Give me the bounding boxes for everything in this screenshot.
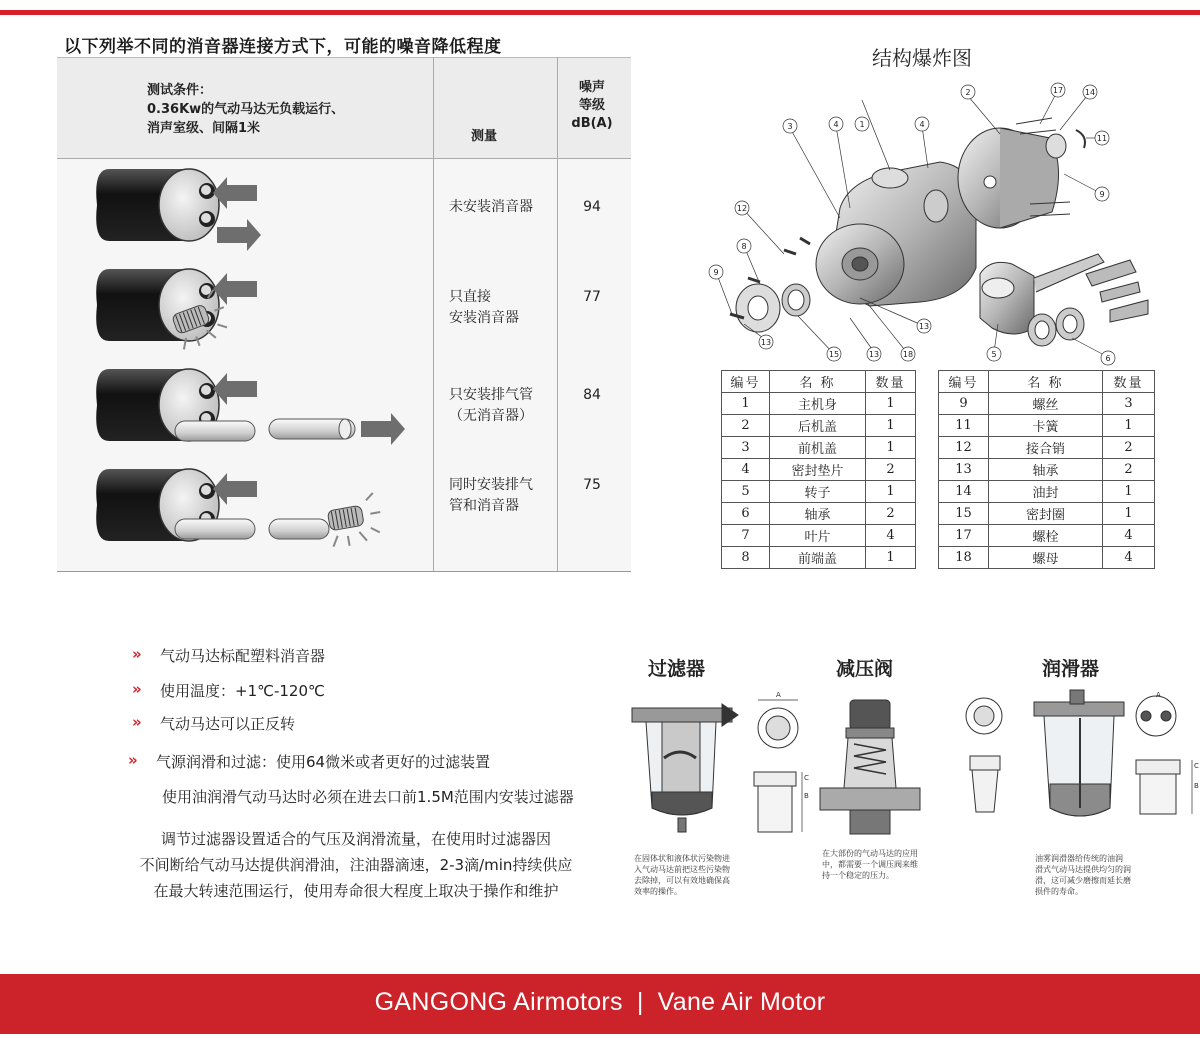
row-label-exhaust-pipe: 只安装排气管 （无消音器） <box>449 387 533 424</box>
table-row: 17 螺栓 4 <box>939 525 1155 547</box>
table-row: 13 轴承 2 <box>939 459 1155 481</box>
svg-text:18: 18 <box>902 350 914 359</box>
noise-table <box>57 57 631 572</box>
table-row: 6 轴承 2 <box>722 503 916 525</box>
callout-13c <box>759 335 773 349</box>
callout-1 <box>855 117 869 131</box>
svg-text:C: C <box>804 774 809 782</box>
table-row: 15 密封圈 1 <box>939 503 1155 525</box>
table-row: 12 接合销 2 <box>939 437 1155 459</box>
footer-text <box>0 988 1200 1017</box>
svg-text:A: A <box>776 691 781 699</box>
footer-separator: | <box>636 988 644 1016</box>
svg-text:12: 12 <box>736 204 748 213</box>
callout-14 <box>1083 85 1097 99</box>
svg-text:4: 4 <box>833 120 839 129</box>
svg-text:A: A <box>1156 691 1161 699</box>
note-subline: 使用油润滑气动马达时必须在进去口前1.5M范围内安装过滤器 <box>162 788 574 806</box>
table-row: 14 油封 1 <box>939 481 1155 503</box>
col-name: 名 称 <box>989 371 1103 393</box>
regulator-diagram <box>816 688 926 848</box>
col-qty: 数量 <box>1103 371 1155 393</box>
svg-text:9: 9 <box>1099 190 1105 199</box>
test-conditions: 测试条件： 0.36Kw的气动马达无负载运行、 消声室级、间隔1米 <box>147 83 345 136</box>
callout-12 <box>735 201 749 215</box>
svg-text:B: B <box>1194 782 1199 790</box>
row-label-direct-muffler: 只直接 安装消音器 <box>449 289 519 326</box>
col-number: 编号 <box>939 371 989 393</box>
row-value-no-muffler: 94 <box>583 199 601 215</box>
table-row: 7 叶片 4 <box>722 525 916 547</box>
maintenance-paragraph: 调节过滤器设置适合的气压及润滑流量，在使用时过滤器因 不间断给气动马达提供润滑油，注油器滴速，2-3滴/min持续供应 在最大转速范围运行，使用寿命很大程度上取决于操作和维护 <box>139 830 573 900</box>
top-accent-bar <box>0 10 1200 15</box>
lubricator-diagram <box>960 688 1200 848</box>
table-row: 5 转子 1 <box>722 481 916 503</box>
callout-13b <box>867 347 881 361</box>
parts-table-right <box>938 370 1155 569</box>
table-row: 18 螺母 4 <box>939 547 1155 569</box>
table-row: 9 螺丝 3 <box>939 393 1155 415</box>
regulator-description: 在大部份的气动马达的应用 中，都需要一个调压阀来维 持一个稳定的压力。 <box>822 849 918 880</box>
callout-4a <box>829 117 843 131</box>
svg-text:1: 1 <box>859 120 865 129</box>
callout-15 <box>827 347 841 361</box>
callout-8 <box>737 239 751 253</box>
note-item: » 使用温度：+1℃-120℃ <box>132 680 325 700</box>
svg-text:9: 9 <box>713 268 719 277</box>
column-divider <box>557 57 558 572</box>
col-name: 名 称 <box>770 371 866 393</box>
bullet-mark: » <box>132 713 142 731</box>
lubricator-title: 润滑器 <box>1042 658 1100 680</box>
table-header-row <box>939 371 1155 393</box>
bullet-mark: » <box>132 680 142 698</box>
callout-13a <box>917 319 931 333</box>
callout-4b <box>915 117 929 131</box>
callout-9a <box>709 265 723 279</box>
row-value-direct-muffler: 77 <box>583 289 601 305</box>
svg-text:3: 3 <box>787 122 793 131</box>
svg-text:2: 2 <box>965 88 971 97</box>
svg-text:13: 13 <box>760 338 772 347</box>
callout-17 <box>1051 83 1065 97</box>
table-row: 4 密封垫片 2 <box>722 459 916 481</box>
bullet-mark: » <box>128 751 138 769</box>
note-item: » 气动马达可以正反转 <box>132 713 296 733</box>
note-item: » 气源润滑和过滤：使用64微米或者更好的过滤装置 <box>128 751 491 771</box>
callout-5 <box>987 347 1001 361</box>
callout-6 <box>1101 351 1115 365</box>
parts-table-left <box>721 370 916 569</box>
filter-title: 过滤器 <box>648 658 706 680</box>
motor-direct-muffler <box>96 269 219 341</box>
svg-text:14: 14 <box>1084 88 1096 97</box>
svg-text:15: 15 <box>828 350 840 359</box>
bullet-mark: » <box>132 645 142 663</box>
table-row: 11 卡簧 1 <box>939 415 1155 437</box>
table-row: 1 主机身 1 <box>722 393 916 415</box>
motor-no-muffler <box>96 169 219 241</box>
muffler-illustrations <box>57 57 431 572</box>
note-item: » 气动马达标配塑料消音器 <box>132 645 326 665</box>
svg-text:C: C <box>1194 762 1199 770</box>
svg-text:11: 11 <box>1096 134 1108 143</box>
filter-description: 在固体状和液体状污染物进 入气动马达前把这些污染物 去除掉，可以有效地确保高 效率的操作。 <box>634 854 730 896</box>
callout-18 <box>901 347 915 361</box>
row-value-exhaust-pipe: 84 <box>583 387 601 403</box>
svg-text:13: 13 <box>868 350 880 359</box>
row-label-no-muffler: 未安装消音器 <box>449 199 533 215</box>
footer-product: Vane Air Motor <box>657 988 826 1016</box>
row-label-pipe-and-muffler: 同时安装排气 管和消音器 <box>449 477 533 514</box>
table-header-row <box>722 371 916 393</box>
table-row: 8 前端盖 1 <box>722 547 916 569</box>
svg-text:8: 8 <box>741 242 747 251</box>
svg-text:5: 5 <box>991 350 997 359</box>
svg-text:B: B <box>804 792 809 800</box>
callout-11 <box>1095 131 1109 145</box>
callout-2 <box>961 85 975 99</box>
svg-text:6: 6 <box>1105 354 1111 363</box>
callout-9b <box>1095 187 1109 201</box>
svg-text:17: 17 <box>1052 86 1064 95</box>
row-value-pipe-and-muffler: 75 <box>583 477 601 493</box>
noise-level-header: 噪声 等级 dB(A) <box>571 80 613 131</box>
footer-brand: GANGONG Airmotors <box>374 988 623 1016</box>
exploded-view-diagram <box>700 78 1170 368</box>
measure-header: 测量 <box>471 129 498 144</box>
table-row: 2 后机盖 1 <box>722 415 916 437</box>
lubricator-description: 油雾润滑器给传统的油润 滑式气动马达提供均匀的润 滑，这可减少磨擦而延长磨 损件的寿命。 <box>1035 854 1131 896</box>
exploded-view-title: 结构爆炸图 <box>872 46 972 70</box>
callout-3 <box>783 119 797 133</box>
noise-table-title: 以下列举不同的消音器连接方式下，可能的噪音降低程度 <box>64 37 502 57</box>
filter-diagram <box>628 688 808 848</box>
col-qty: 数量 <box>866 371 916 393</box>
column-divider <box>433 57 434 572</box>
table-row: 3 前机盖 1 <box>722 437 916 459</box>
svg-text:4: 4 <box>919 120 925 129</box>
footer-bar <box>0 974 1200 1034</box>
regulator-title: 减压阀 <box>836 658 894 680</box>
svg-text:13: 13 <box>918 322 930 331</box>
col-number: 编号 <box>722 371 770 393</box>
